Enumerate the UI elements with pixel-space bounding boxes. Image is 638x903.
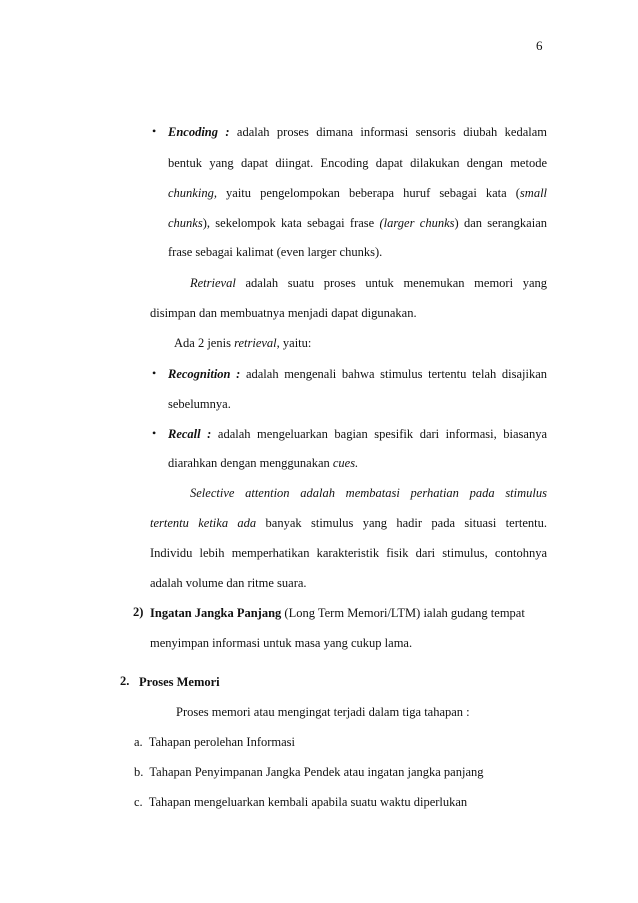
chunking-term: chunking, xyxy=(168,186,217,200)
page-number: 6 xyxy=(536,38,543,53)
recall-text: diarahkan dengan menggunakan xyxy=(168,456,333,470)
larger-chunks-term: (larger chunks xyxy=(379,216,455,230)
attention-line-1: Selective attention adalah membatasi perhatian pada stimulus xyxy=(190,486,547,500)
chunks-term: chunks xyxy=(168,216,203,230)
encoding-line-2: bentuk yang dapat diingat. Encoding dapat dilakukan dengan metode xyxy=(168,156,547,170)
recall-line-2 xyxy=(168,455,358,471)
encoding-text: adalah proses dimana informasi sensoris diubah kedalam xyxy=(236,125,547,139)
retrieval-text: Ada 2 jenis xyxy=(174,336,235,350)
attention-text: banyak stimulus yang hadir pada situasi tertentu. xyxy=(265,516,547,530)
bullet-icon: • xyxy=(152,366,157,380)
recognition-line-1 xyxy=(168,366,547,382)
list-item-text: Tahapan mengeluarkan kembali apabila suatu waktu diperlukan xyxy=(148,795,468,809)
encoding-line-1 xyxy=(168,124,547,140)
retrieval-text: , yaitu: xyxy=(276,336,312,350)
bullet-icon: • xyxy=(152,124,157,138)
encoding-line-3 xyxy=(168,185,547,201)
section-title: Proses Memori xyxy=(139,675,220,689)
encoding-text: yaitu pengelompokan beberapa huruf sebagai kata ( xyxy=(226,186,520,200)
list-item-label: c. xyxy=(134,795,143,809)
encoding-line-4 xyxy=(168,215,547,231)
encoding-text: ), sekelompok kata sebagai frase xyxy=(202,216,380,230)
list-item xyxy=(134,764,484,780)
ltm-text: (Long Term Memori/LTM) ialah gudang tempat xyxy=(281,606,525,620)
recognition-term: Recognition : xyxy=(168,367,241,381)
cues-term: cues. xyxy=(332,456,359,470)
retrieval-text: adalah suatu proses untuk menemukan memori yang xyxy=(245,276,547,290)
attention-line-4: adalah volume dan ritme suara. xyxy=(150,576,307,590)
retrieval-term: Retrieval xyxy=(190,276,236,290)
ltm-title: Ingatan Jangka Panjang xyxy=(150,606,282,620)
attention-term: tertentu ketika ada xyxy=(150,516,257,530)
ltm-line-2: menyimpan informasi untuk masa yang cukup lama. xyxy=(150,636,413,650)
retrieval-term: retrieval xyxy=(234,336,277,350)
list-item-text: Tahapan perolehan Informasi xyxy=(148,735,296,749)
list-item-text: Tahapan Penyimpanan Jangka Pendek atau ingatan jangka panjang xyxy=(149,765,484,779)
list-item xyxy=(134,794,467,810)
list-item-label: a. xyxy=(134,735,143,749)
ltm-number: 2) xyxy=(133,605,144,619)
recall-term: Recall : xyxy=(168,427,212,441)
list-item xyxy=(134,734,295,750)
attention-line-2 xyxy=(150,515,547,531)
small-term: small xyxy=(519,186,548,200)
retrieval-line-2: disimpan dan membuatnya menjadi dapat digunakan. xyxy=(150,306,417,320)
recall-text: adalah mengeluarkan bagian spesifik dari informasi, biasanya xyxy=(217,427,547,441)
encoding-text: ) dan serangkaian xyxy=(454,216,547,230)
section-intro: Proses memori atau mengingat terjadi dalam tiga tahapan : xyxy=(176,705,470,719)
attention-line-3: Individu lebih memperhatikan karakteristik fisik dari stimulus, contohnya xyxy=(150,546,547,560)
ltm-line-1 xyxy=(150,605,525,621)
encoding-line-5: frase sebagai kalimat (even larger chunks). xyxy=(168,245,383,259)
recognition-text: adalah mengenali bahwa stimulus tertentu telah disajikan xyxy=(245,367,548,381)
encoding-term: Encoding : xyxy=(168,125,230,139)
recognition-line-2: sebelumnya. xyxy=(168,397,231,411)
retrieval-line-3 xyxy=(174,335,311,351)
section-number: 2. xyxy=(120,674,130,688)
bullet-icon: • xyxy=(152,426,157,440)
list-item-label: b. xyxy=(134,765,144,779)
retrieval-line-1 xyxy=(190,275,547,291)
recall-line-1 xyxy=(168,426,547,442)
